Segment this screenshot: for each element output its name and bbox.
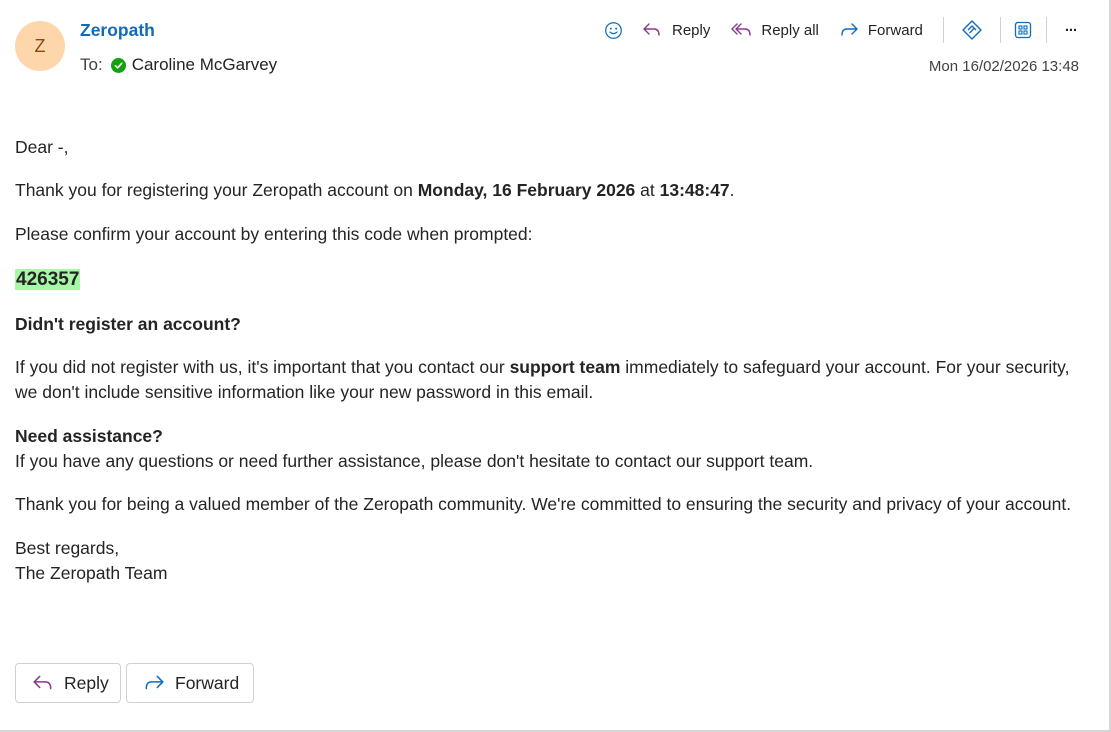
to-label: To: [80,55,103,74]
loop-icon [961,19,983,41]
reply-button[interactable] [642,17,710,43]
support-paragraph [15,355,1095,405]
assistance-paragraph: If you have any questions or need further assistance, please don't hesitate to contact our support team. [15,451,814,471]
signoff-regards: Best regards, [15,538,120,558]
registration-at: at [635,180,660,200]
sender-name[interactable]: Zeropath [80,20,155,40]
support-text-a: If you did not register with us, it's important that you contact our [15,357,510,377]
forward-button[interactable] [839,17,923,43]
more-actions-button[interactable] [1065,17,1077,43]
heading-need-assistance: Need assistance? [15,426,163,446]
reply-all-label: Reply all [761,21,819,39]
support-team-text: support team [509,357,621,377]
verified-check-icon [111,58,126,73]
avatar-initial: Z [34,35,46,56]
reply-label: Reply [672,21,711,39]
forward-label: Forward [867,21,923,39]
bottom-forward-label: Forward [175,672,240,693]
reply-icon [642,21,662,39]
avatar[interactable] [15,21,65,71]
support-text-b: immediately to safeguard your account. For your security, we don't include sensitive information like your new password in this email. [15,357,1070,402]
recipient-name[interactable]: Caroline McGarvey [131,55,278,74]
bottom-reply-button[interactable] [15,663,121,703]
toolbar-divider [1000,17,1001,43]
apps-button[interactable] [1014,17,1032,43]
registration-text: Thank you for registering your Zeropath account on [15,180,418,200]
toolbar-divider [943,17,944,43]
forward-icon [839,21,859,39]
reply-all-button[interactable] [731,17,819,43]
recipients-row [80,55,277,75]
thanks-paragraph: Thank you for being a valued member of the Zeropath community. We're committed to ensuring the security and privacy of your account. [15,494,1072,514]
bottom-reply-label: Reply [64,672,109,693]
registration-line [15,178,1095,203]
greeting: Dear -, [15,137,69,157]
registration-period: . [729,180,735,200]
apps-icon [1014,21,1032,39]
confirm-instruction: Please confirm your account by entering this code when prompted: [15,224,533,244]
message-toolbar [600,17,1077,43]
bottom-forward-button[interactable] [126,663,254,703]
emoji-reaction-button[interactable] [604,17,623,43]
forward-icon [143,673,165,693]
reply-all-icon [731,21,753,39]
signoff-team: The Zeropath Team [15,563,168,583]
smiley-icon [604,21,623,40]
message-body [15,135,1095,586]
confirmation-code: 426357 [16,269,80,290]
received-date: Mon 16/02/2026 13:48 [928,58,1079,75]
reply-icon [32,673,54,693]
registration-date: Monday, 16 February 2026 [417,180,636,200]
toolbar-divider [1046,17,1047,43]
registration-time: 13:48:47 [659,180,730,200]
more-icon: ··· [1064,21,1077,39]
loop-button[interactable] [961,17,983,43]
heading-didnt-register: Didn't register an account? [15,314,241,334]
